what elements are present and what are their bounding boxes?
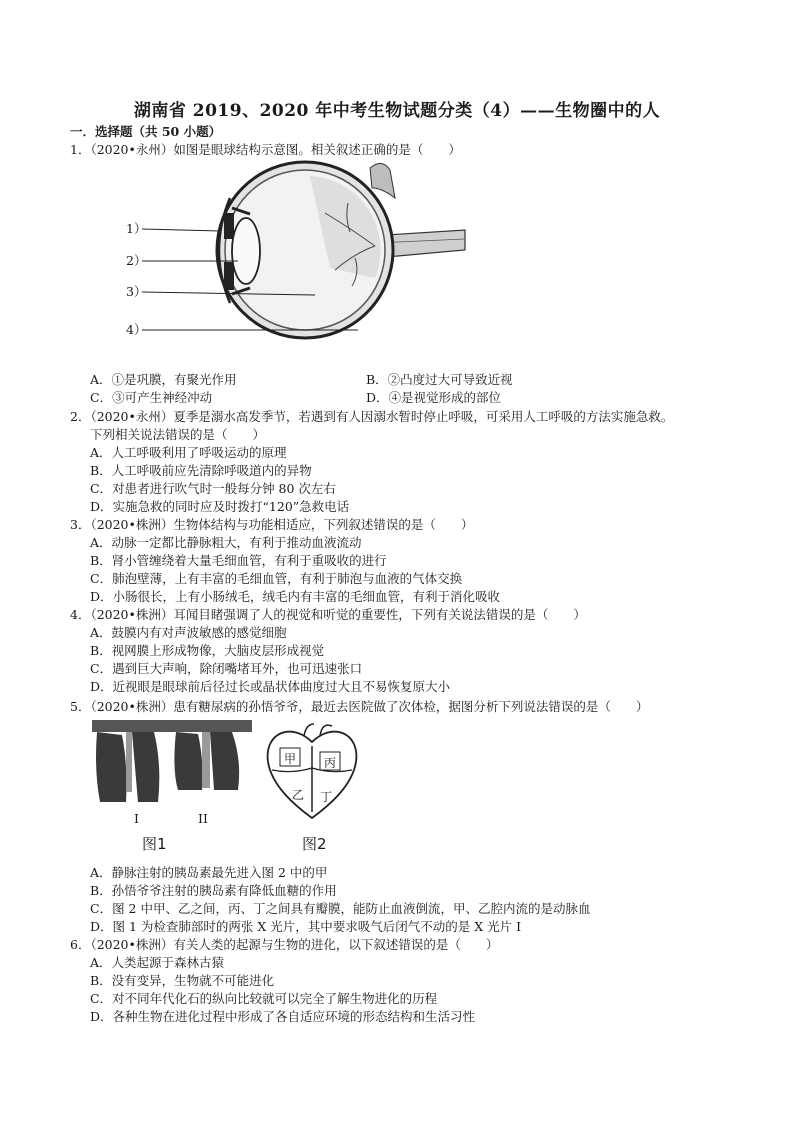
eye-diagram xyxy=(120,158,470,368)
fig1-caption: 图1 xyxy=(142,835,167,853)
q5-option-c: C．图 2 中甲、乙之间，丙、丁之间具有瓣膜，能防止血液倒流，甲、乙腔内流的是动脉血 xyxy=(90,901,591,916)
q2-stem-1: 2．（2020•永州）夏季是溺水高发季节，若遇到有人因溺水暂时停止呼吸，可采用人工呼吸的方法实施急救。 xyxy=(70,409,674,424)
q1-option-b: B．②凸度过大可导致近视 xyxy=(366,372,513,387)
q4-option-c: C．遇到巨大声响，除闭嘴堵耳外，也可迅速张口 xyxy=(90,661,363,676)
q2-option-a: A．人工呼吸利用了呼吸运动的原理 xyxy=(90,445,287,460)
q1-option-c: C．③可产生神经冲动 xyxy=(90,390,213,405)
q5-stem: 5．（2020•株洲）患有糖尿病的孙悟爷爷，最近去医院做了次体检，据图分析下列说法错误的是（ ） xyxy=(70,699,649,714)
eye-label-3: 3） xyxy=(126,284,147,299)
q2-option-d: D．实施急救的同时应及时拨打“120”急救电话 xyxy=(90,499,350,514)
fig1-label-i: I xyxy=(134,811,139,826)
q6-option-a: A．人类起源于森林古猿 xyxy=(90,955,225,970)
q6-stem: 6．（2020•株洲）有关人类的起源与生物的进化，以下叙述错误的是（ ） xyxy=(70,937,499,952)
heart-chamber-ding: 丁 xyxy=(320,790,333,804)
q3-option-a: A．动脉一定都比静脉粗大，有利于推动血液流动 xyxy=(90,535,362,550)
q3-stem: 3．（2020•株洲）生物体结构与功能相适应，下列叙述错误的是（ ） xyxy=(70,517,474,532)
q4-option-b: B．视网膜上形成物像，大脑皮层形成视觉 xyxy=(90,643,325,658)
q4-option-d: D．近视眼是眼球前后径过长或晶状体曲度过大且不易恢复原大小 xyxy=(90,679,451,694)
q3-option-d: D．小肠很长，上有小肠绒毛，绒毛内有丰富的毛细血管，有利于消化吸收 xyxy=(90,589,501,604)
q5-option-a: A．静脉注射的胰岛素最先进入图 2 中的甲 xyxy=(90,865,328,880)
q6-option-c: C．对不同年代化石的纵向比较就可以完全了解生物进化的历程 xyxy=(90,991,438,1006)
page-title: 湖南省 2019、2020 年中考生物试题分类（4）——生物圈中的人 xyxy=(133,101,661,121)
fig2-caption: 图2 xyxy=(302,835,327,853)
heart-chamber-bing: 丙 xyxy=(324,756,337,770)
q6-option-d: D．各种生物在进化过程中形成了各自适应环境的形态结构和生活习性 xyxy=(90,1009,476,1024)
lung-xray-figure xyxy=(92,720,252,815)
q1-option-a: A．①是巩膜，有聚光作用 xyxy=(90,372,237,387)
q5-option-b: B．孙悟爷爷注射的胰岛素有降低血糖的作用 xyxy=(90,883,337,898)
q2-option-b: B．人工呼吸前应先清除呼吸道内的异物 xyxy=(90,463,312,478)
q6-option-b: B．没有变异，生物就不可能进化 xyxy=(90,973,275,988)
q2-option-c: C．对患者进行吹气时一般每分钟 80 次左右 xyxy=(90,481,336,496)
fig1-label-ii: II xyxy=(198,811,208,826)
q5-option-d: D．图 1 为检查肺部时的两张 X 光片，其中要求吸气后闭气不动的是 X 光片 I xyxy=(90,919,522,934)
q2-stem-2: 下列相关说法错误的是（ ） xyxy=(90,427,266,442)
q4-option-a: A．鼓膜内有对声波敏感的感觉细胞 xyxy=(90,625,287,640)
q4-stem: 4．（2020•株洲）耳闻目睹强调了人的视觉和听觉的重要性，下列有关说法错误的是（ ） xyxy=(70,607,586,622)
eye-label-1: 1） xyxy=(126,221,147,236)
heart-chamber-jia: 甲 xyxy=(284,752,297,766)
q1-option-d: D．④是视觉形成的部位 xyxy=(366,390,502,405)
eye-label-4: 4） xyxy=(126,322,147,337)
q3-option-c: C．肺泡壁薄，上有丰富的毛细血管，有利于肺泡与血液的气体交换 xyxy=(90,571,463,586)
heart-chamber-yi: 乙 xyxy=(292,788,305,802)
q3-option-b: B．肾小管缠绕着大量毛细血管，有利于重吸收的进行 xyxy=(90,553,387,568)
section-heading: 一．选择题（共 50 小题） xyxy=(70,124,222,139)
q1-stem: 1．（2020•永州）如图是眼球结构示意图。相关叙述正确的是（ ） xyxy=(70,142,461,157)
heart-diagram xyxy=(262,722,362,822)
eye-label-2: 2） xyxy=(126,253,147,268)
